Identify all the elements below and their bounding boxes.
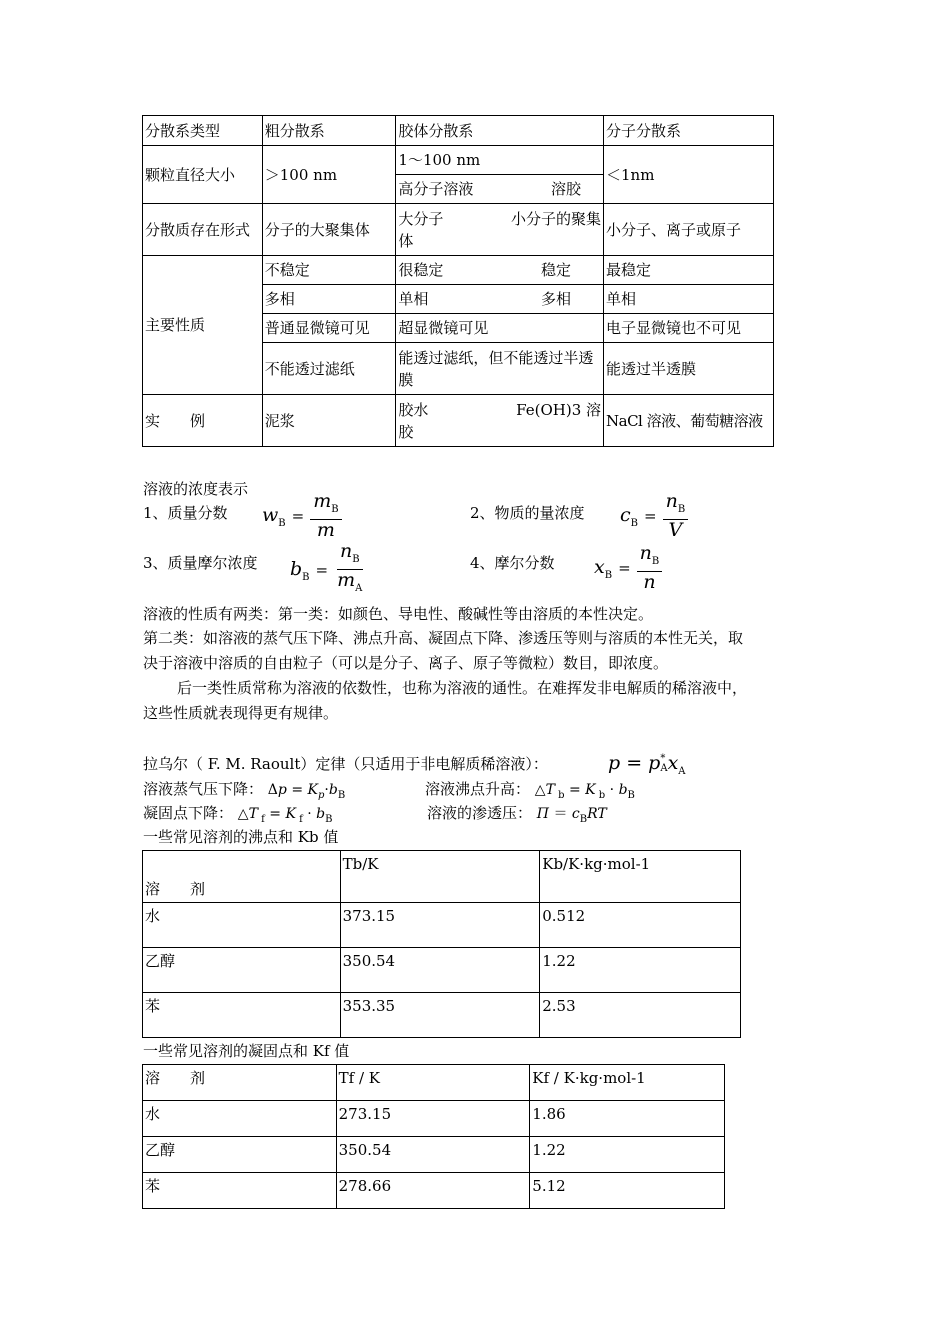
table-cell: 乙醇 bbox=[143, 948, 341, 993]
table-cell: ＞100 nm bbox=[262, 146, 396, 204]
table-row bbox=[143, 395, 774, 447]
conc-item-1: 1、质量分数 bbox=[143, 504, 228, 522]
fp-label: 凝固点下降： bbox=[143, 804, 234, 822]
table-cell: 苯 bbox=[143, 993, 341, 1038]
table-cell: 5.12 bbox=[530, 1173, 725, 1209]
conc-item-3: 3、质量摩尔浓度 bbox=[143, 554, 258, 572]
table-row bbox=[143, 1065, 725, 1101]
formula-bp: △T $_b$ = K $_b \cdot b_B$ bbox=[534, 782, 635, 801]
row-label-form: 分散质存在形式 bbox=[143, 204, 263, 256]
table-cell: 最稳定 bbox=[604, 256, 774, 285]
table-row bbox=[143, 851, 741, 903]
conc-item-4: 4、摩尔分数 bbox=[470, 554, 555, 572]
table-cell: 1.86 bbox=[530, 1101, 725, 1137]
row-label-example: 实 例 bbox=[143, 395, 263, 447]
freezing-point-table bbox=[142, 1064, 725, 1209]
table-row bbox=[143, 146, 774, 175]
cell-part: 单相 bbox=[398, 290, 429, 308]
table-cell bbox=[396, 395, 604, 447]
paragraph-3a: 后一类性质常称为溶液的依数性，也称为溶液的通性。在难挥发非电解质的稀溶液中， bbox=[177, 679, 748, 697]
table-cell: 1～100 nm bbox=[396, 146, 604, 175]
table-header-cell: Tb/K bbox=[340, 851, 540, 903]
table-cell: 超显微镜可见 bbox=[396, 314, 604, 343]
cell-part: 很稳定 bbox=[398, 261, 444, 279]
conc-item-2: 2、物质的量浓度 bbox=[470, 504, 585, 522]
conc-title: 溶液的浓度表示 bbox=[143, 480, 249, 498]
formula-fp: △T $_f$ = K $_f \cdot b_B$ bbox=[237, 806, 333, 825]
cell-part: 小分子的聚集 bbox=[510, 209, 601, 228]
table-row bbox=[143, 1101, 725, 1137]
table-cell bbox=[396, 204, 604, 256]
table-cell: 不能透过滤纸 bbox=[262, 343, 396, 395]
formula-mass-fraction: $w_B$ = $\frac{m_B}{m}$ bbox=[262, 492, 342, 540]
table-cell: 273.15 bbox=[336, 1101, 530, 1137]
dispersion-table bbox=[142, 115, 774, 447]
cell-part: 胶 bbox=[398, 422, 414, 441]
formula-vp: $\Delta p = K_p\cdot b_B$ bbox=[267, 782, 346, 801]
table-header-cell: 粗分散系 bbox=[262, 116, 396, 146]
paragraph-1: 溶液的性质有两类：第一类：如颜色、导电性、酸碱性等由溶质的本性决定。 bbox=[143, 605, 654, 623]
formula-molality: $b_B$ = $\frac{n_B}{m_A}$ bbox=[290, 540, 363, 594]
formula-mole-fraction: $x_B$ = $\frac{n_B}{n}$ bbox=[594, 544, 662, 592]
table-cell: 分子的大聚集体 bbox=[262, 204, 396, 256]
table-header-cell: 分散系类型 bbox=[143, 116, 263, 146]
table-cell: 电子显微镜也不可见 bbox=[604, 314, 774, 343]
cell-part: 稳定 bbox=[540, 261, 571, 279]
table-cell bbox=[396, 256, 604, 285]
table-cell: NaCl 溶液、葡萄糖溶液 bbox=[604, 395, 774, 447]
table-header-cell: Kf / K·kg·mol-1 bbox=[530, 1065, 725, 1101]
table-cell bbox=[396, 285, 604, 314]
table-row bbox=[143, 256, 774, 285]
table-row bbox=[143, 1173, 725, 1209]
cell-part: 多相 bbox=[540, 290, 571, 308]
table-cell: 不稳定 bbox=[262, 256, 396, 285]
table-header-cell: Kb/K·kg·mol-1 bbox=[540, 851, 741, 903]
raoult-law: 拉乌尔（ F. M. Raoult）定律（只适用于非电解质稀溶液）： bbox=[143, 755, 548, 773]
table-cell: 普通显微镜可见 bbox=[262, 314, 396, 343]
table2-caption: 一些常见溶剂的沸点和 Kb 值 bbox=[143, 828, 339, 846]
table-cell: 0.512 bbox=[540, 903, 741, 948]
table3-caption: 一些常见溶剂的凝固点和 Kf 值 bbox=[143, 1042, 350, 1060]
formula-op: $\Pi = c_BRT$ bbox=[536, 806, 607, 825]
op-line bbox=[427, 801, 607, 832]
table-row bbox=[143, 993, 741, 1038]
table-cell: 1.22 bbox=[540, 948, 741, 993]
table-cell: 2.53 bbox=[540, 993, 741, 1038]
paragraph-3b: 这些性质就表现得更有规律。 bbox=[143, 704, 339, 722]
table-row bbox=[143, 948, 741, 993]
table-header-cell: Tf / K bbox=[336, 1065, 530, 1101]
table-cell bbox=[396, 175, 604, 204]
cell-part: Fe(OH)3 溶 bbox=[516, 400, 601, 419]
table-cell: 水 bbox=[143, 1101, 337, 1137]
table-header-cell: 溶 剂 bbox=[143, 1065, 337, 1101]
cell-part: 胶水 bbox=[398, 400, 429, 419]
table-row bbox=[143, 116, 774, 146]
table-cell: 373.15 bbox=[340, 903, 540, 948]
formula-molarity: $c_B$ = $\frac{n_B}{V}$ bbox=[620, 492, 688, 540]
table-cell: 单相 bbox=[604, 285, 774, 314]
paragraph-2a: 第二类：如溶液的蒸气压下降、沸点升高、凝固点下降、渗透压等则与溶质的本性无关，取 bbox=[143, 629, 744, 647]
table-cell: 353.35 bbox=[340, 993, 540, 1038]
row-label-main: 主要性质 bbox=[143, 256, 263, 395]
table-cell: 小分子、离子或原子 bbox=[604, 204, 774, 256]
cell-part: 溶胶 bbox=[550, 180, 581, 198]
table-cell: 350.54 bbox=[340, 948, 540, 993]
cell-part: 高分子溶液 bbox=[398, 180, 474, 198]
table-header-cell: 胶体分散系 bbox=[396, 116, 604, 146]
table-cell: 泥浆 bbox=[262, 395, 396, 447]
table-row bbox=[143, 903, 741, 948]
cell-part: 体 bbox=[398, 231, 414, 250]
cell-part: 大分子 bbox=[398, 209, 444, 228]
vp-label: 溶液蒸气压下降： bbox=[143, 780, 264, 798]
op-label: 溶液的渗透压： bbox=[427, 804, 533, 822]
table-cell: 1.22 bbox=[530, 1137, 725, 1173]
boiling-point-table bbox=[142, 850, 741, 1038]
table-cell: 水 bbox=[143, 903, 341, 948]
table-header-cell: 分子分散系 bbox=[604, 116, 774, 146]
bp-label: 溶液沸点升高： bbox=[425, 780, 531, 798]
table-cell: 乙醇 bbox=[143, 1137, 337, 1173]
table-row bbox=[143, 1137, 725, 1173]
table-cell: ＜1nm bbox=[604, 146, 774, 204]
table-cell: 苯 bbox=[143, 1173, 337, 1209]
table-header-cell: 溶 剂 bbox=[143, 851, 341, 903]
table-cell: 能透过半透膜 bbox=[604, 343, 774, 395]
formula-raoult: p = p * A $x_A$ bbox=[608, 752, 686, 777]
table-cell: 多相 bbox=[262, 285, 396, 314]
table-cell: 350.54 bbox=[336, 1137, 530, 1173]
table-row bbox=[143, 204, 774, 256]
table-cell: 278.66 bbox=[336, 1173, 530, 1209]
row-label-size: 颗粒直径大小 bbox=[143, 146, 263, 204]
paragraph-2b: 决于溶液中溶质的自由粒子（可以是分子、离子、原子等微粒）数目，即浓度。 bbox=[143, 654, 669, 672]
table-cell: 能透过滤纸，但不能透过半透膜 bbox=[396, 343, 604, 395]
